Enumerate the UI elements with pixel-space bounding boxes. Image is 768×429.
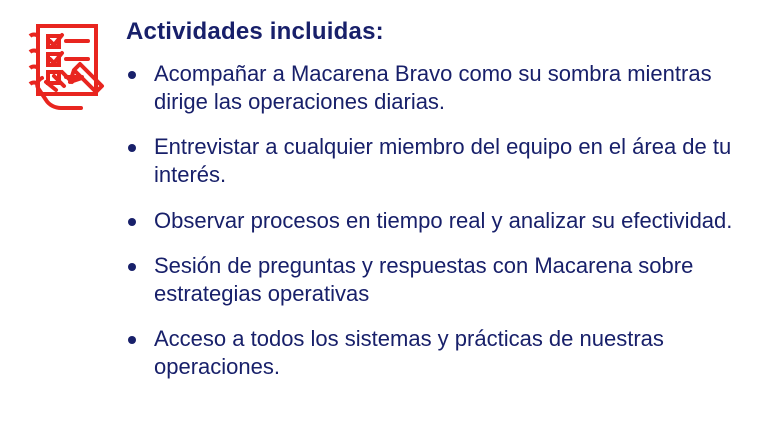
list-item-label: Observar procesos en tiempo real y analizar su efectividad. — [154, 207, 733, 233]
bullet-dot-icon — [128, 218, 136, 226]
list-item — [118, 325, 750, 381]
icon-column — [18, 14, 114, 117]
bullet-dot-icon — [128, 71, 136, 79]
bullet-dot-icon — [128, 336, 136, 344]
list-item-label: Sesión de preguntas y respuestas con Macarena sobre estrategias operativas — [154, 252, 694, 306]
list-item — [118, 133, 750, 189]
list-item — [118, 207, 750, 235]
bullet-dot-icon — [128, 263, 136, 271]
list-item-label: Entrevistar a cualquier miembro del equipo en el área de tu interés. — [154, 134, 732, 188]
list-item-label: Acompañar a Macarena Bravo como su sombra mientras dirige las operaciones diarias. — [154, 61, 712, 115]
list-item — [118, 252, 750, 308]
content-column — [114, 14, 750, 381]
list-item — [118, 60, 750, 116]
page-title: Actividades incluidas: — [126, 18, 384, 45]
bullet-dot-icon — [128, 144, 136, 152]
activities-list — [118, 60, 750, 381]
list-item-label: Acceso a todos los sistemas y prácticas de nuestras operaciones. — [154, 326, 664, 380]
checklist-document-pencil-icon — [24, 20, 108, 117]
